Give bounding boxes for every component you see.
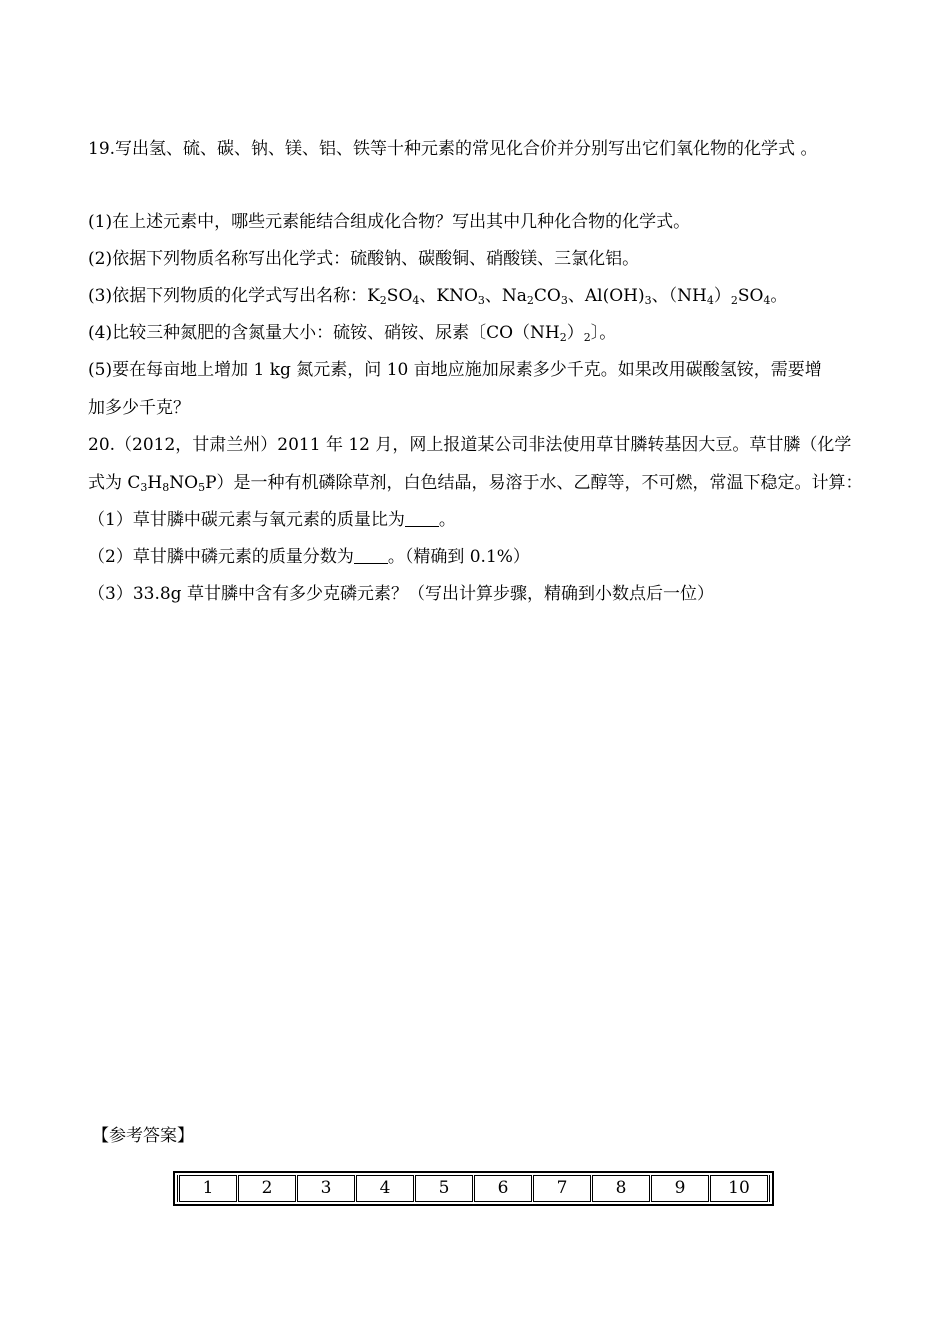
answer-section-title: 【参考答案】 [92,1126,194,1146]
formula-text: 、KNO [419,286,478,306]
q20-stem-line-1: 20.（2012，甘肃兰州）2011 年 12 月，网上报道某公司非法使用草甘膦转基因大豆。草甘膦（化学 [88,435,852,455]
answer-number-cell: 7 [533,1176,592,1202]
formula-text: 式为 C [88,473,141,493]
answer-number-cell: 10 [710,1176,769,1202]
answer-table-row [179,1176,769,1202]
q20-part-3: （3）33.8g 草甘膦中含有多少克磷元素？（写出计算步骤，精确到小数点后一位） [88,584,714,604]
formula-text: ） [566,323,584,343]
subscript: 4 [706,294,714,307]
formula-text: H [147,473,163,493]
answer-number-cell: 2 [238,1176,297,1202]
subscript: 2 [379,294,387,307]
q20-stem-line-2 [88,471,863,500]
q19-part-5-line-1: (5)要在每亩地上增加 1 kg 氮元素，问 10 亩地应施加尿素多少千克。如果改用碳酸氢铵，需要增 [88,360,822,380]
answer-number-cell: 5 [415,1176,474,1202]
subscript: 2 [583,331,591,344]
formula-text: SO [386,286,413,306]
formula-text: 、Al(OH) [567,286,645,306]
formula-text: 。 [770,286,788,306]
q19-part-2: (2)依据下列物质名称写出化学式：硫酸钠、碳酸铜、硝酸镁、三氯化铝。 [88,249,640,269]
q19-stem: 19.写出氢、硫、碳、钠、镁、铝、铁等十种元素的常见化合价并分别写出它们氧化物的化学式 。 [88,139,818,159]
answer-number-cell: 1 [179,1176,238,1202]
q19-part-5-line-2: 加多少千克？ [88,398,190,418]
subscript: 3 [477,294,485,307]
answer-blank[interactable] [405,509,439,527]
answer-number-cell: 9 [651,1176,710,1202]
answer-number-cell: 3 [297,1176,356,1202]
subscript: 8 [162,481,170,494]
q19-part-1: (1)在上述元素中，哪些元素能结合组成化合物？写出其中几种化合物的化学式。 [88,212,691,232]
formula-text: 、（NH [651,286,707,306]
q19-part-3 [88,284,787,313]
subscript: 3 [644,294,652,307]
subscript: 5 [198,481,206,494]
q19-part-4-prefix: (4)比较三种氮肥的含氮量大小：硫铵、硝铵、尿素〔CO（NH [88,323,560,343]
subscript: 4 [412,294,420,307]
subscript: 3 [560,294,568,307]
formula-text: CO [533,286,561,306]
subscript: 3 [140,481,148,494]
formula-text: SO [737,286,764,306]
q20-part-2 [88,545,530,569]
answer-number-cell: 6 [474,1176,533,1202]
formula-text: P）是一种有机磷除草剂，白色结晶，易溶于水、乙醇等，不可燃，常温下稳定。计算： [205,473,863,493]
q19-part-4 [88,321,616,350]
answer-number-cell: 4 [356,1176,415,1202]
answer-table-grid [177,1175,770,1202]
answer-number-cell: 8 [592,1176,651,1202]
answer-table [173,1171,774,1206]
answer-blank[interactable] [354,546,388,564]
formula-text: ） [713,286,731,306]
q20-part-2-text: （2）草甘膦中磷元素的质量分数为 [88,547,354,567]
formula-text: 、Na [484,286,527,306]
q20-part-2-end: 。（精确到 0.1%） [387,547,530,567]
q20-part-1 [88,508,456,532]
subscript: 2 [559,331,567,344]
q20-part-1-text: （1）草甘膦中碳元素与氧元素的质量比为 [88,510,405,530]
formula-text: NO [169,473,199,493]
formula-text: K [367,286,380,306]
subscript: 2 [730,294,738,307]
q20-part-1-end: 。 [438,510,456,530]
subscript: 4 [763,294,771,307]
q19-part-3-prefix: (3)依据下列物质的化学式写出名称： [88,286,368,306]
formula-text: 〕。 [590,323,617,343]
subscript: 2 [526,294,534,307]
